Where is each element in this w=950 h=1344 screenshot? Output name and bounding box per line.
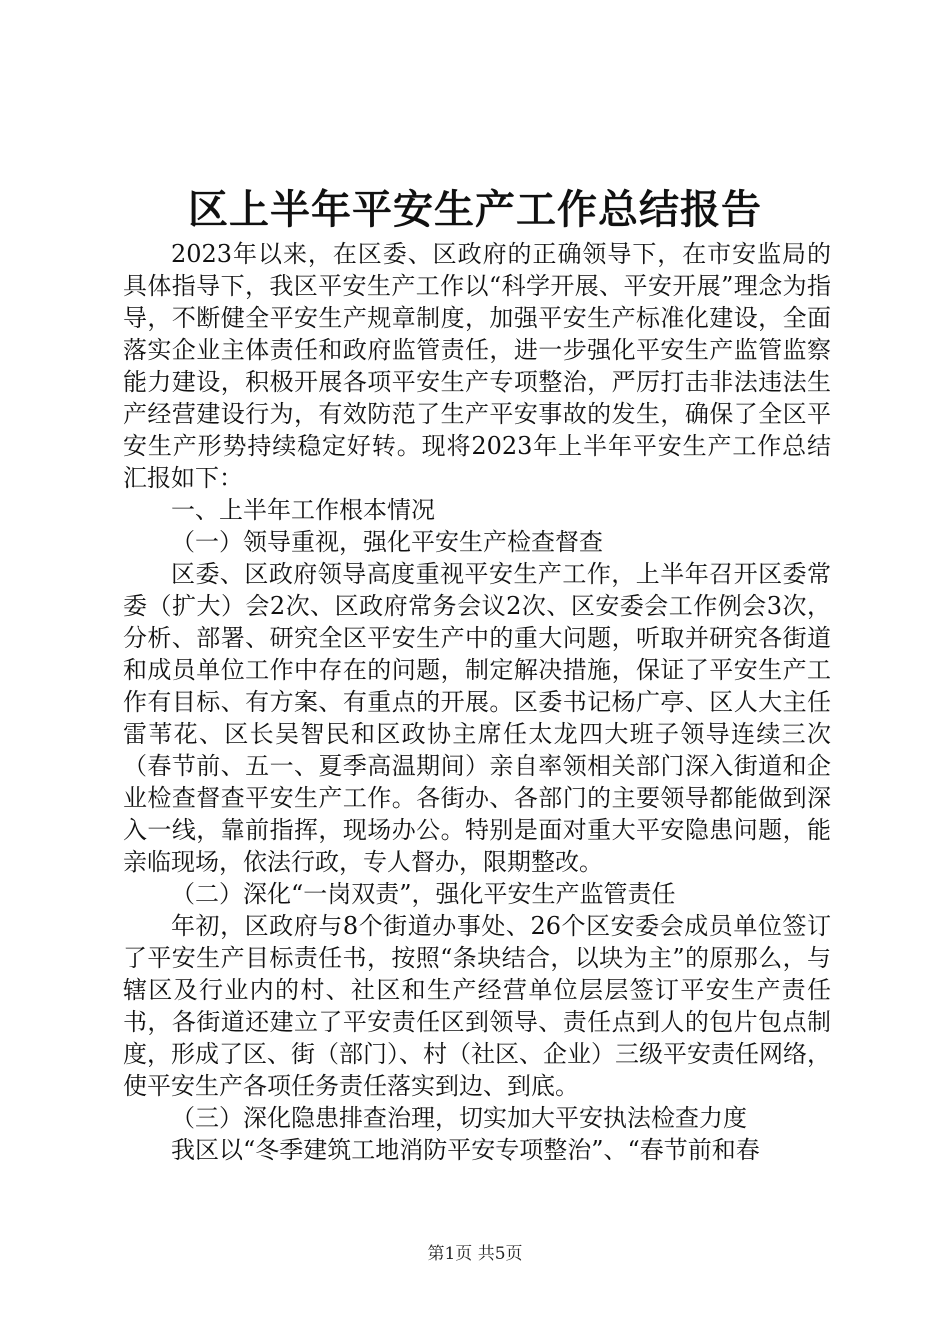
subsection-heading-3: （三）深化隐患排查治理，切实加大平安执法检查力度: [171, 1104, 747, 1132]
paragraph-leadership: 区委、区政府领导高度重视平安生产工作，上半年召开区委常委（扩大）会2次、区政府常务会议2次、区安委会工作例会3次，分析、部署、研究全区平安生产中的重大问题，听取并研究各街道和成员单位工作中存在的问题，制定解决措施，保证了平安生产工作有目标、有方案、有重点的开展。区委书记杨广亭、区人大主任雷苇花、区长吴智民和区政协主席任太龙四大班子领导连续三次（春节前、五一、夏季高温期间）亲自率领相关部门深入街道和企业检查督查平安生产工作。各街办、各部门的主要领导都能做到深入一线，靠前指挥，现场办公。特别是面对重大平安隐患问题，能亲临现场，依法行政，专人督办，限期整改。: [123, 560, 831, 876]
paragraph-inspection: 我区以“冬季建筑工地消防平安专项整治”、“春节前和春: [171, 1136, 760, 1164]
document-title: 区上半年平安生产工作总结报告: [188, 186, 762, 233]
document-body: [123, 238, 831, 1166]
paragraph-intro: 2023年以来，在区委、区政府的正确领导下，在市安监局的具体指导下，我区平安生产工作以“科学开展、平安开展”理念为指导，不断健全平安生产规章制度，加强平安生产标准化建设，全面落实企业主体责任和政府监管责任，进一步强化平安生产监管监察能力建设，积极开展各项平安生产专项整治，严厉打击非法违法生产经营建设行为，有效防范了生产平安事故的发生，确保了全区平安生产形势持续稳定好转。现将2023年上半年平安生产工作总结汇报如下：: [123, 240, 831, 492]
page-number-footer: 第1页 共5页: [427, 1244, 523, 1264]
subsection-heading-1: （一）领导重视，强化平安生产检查督查: [171, 528, 603, 556]
subsection-heading-2: （二）深化“一岗双责”，强化平安生产监管责任: [171, 880, 676, 908]
section-heading-1: 一、上半年工作根本情况: [171, 496, 435, 524]
paragraph-responsibility: 年初，区政府与8个街道办事处、26个区安委会成员单位签订了平安生产目标责任书，按照“条块结合，以块为主”的原那么，与辖区及行业内的村、社区和生产经营单位层层签订平安生产责任书，各街道还建立了平安责任区到领导、责任点到人的包片包点制度，形成了区、街（部门）、村（社区、企业）三级平安责任网络，使平安生产各项任务责任落实到边、到底。: [123, 912, 831, 1100]
